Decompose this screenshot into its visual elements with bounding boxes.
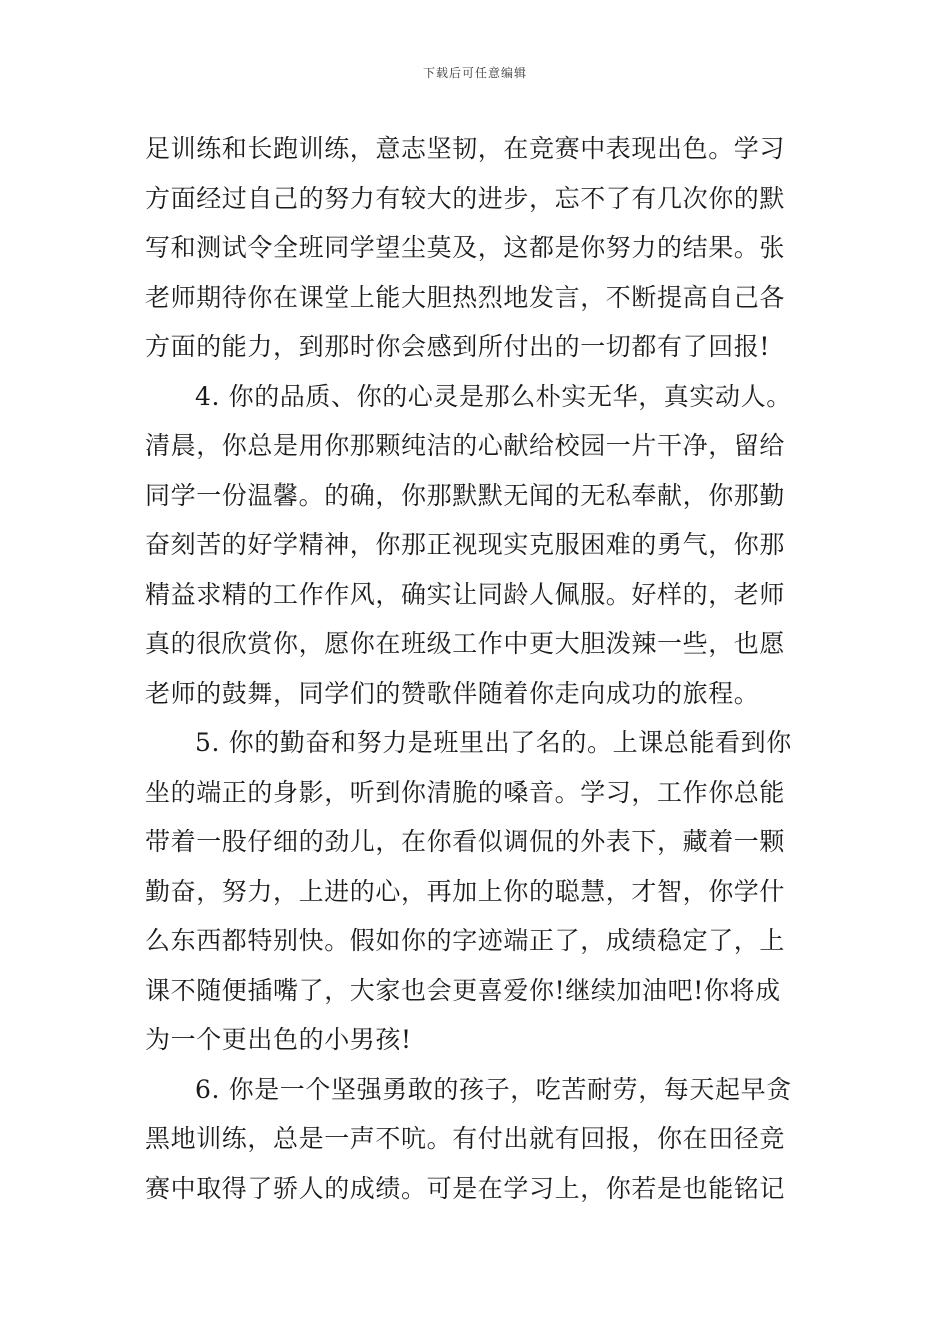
text-line: 同学一份温馨。的确，你那默默无闻的无私奉献，你那勤 [145,480,786,510]
text-line: 坐的端正的身影，听到你清脆的嗓音。学习，工作你总能 [145,777,786,807]
text-line: 老师期待你在课堂上能大胆热烈地发言，不断提高自己各 [145,282,786,312]
paragraph-start-4: 4. 你的品质、你的心灵是那么朴实无华，真实动人。 [195,381,792,411]
text-line: 写和测试令全班同学望尘莫及，这都是你努力的结果。张 [145,233,786,262]
text-line: 老师的鼓舞，同学们的赞歌伴随着你走向成功的旅程。 [145,678,760,708]
text-line: 真的很欣赏你，愿你在班级工作中更大胆泼辣一些，也愿 [145,629,786,658]
text-line: 课不随便插嘴了，大家也会更喜爱你!继续加油吧!你将成 [145,975,781,1005]
text-line: 么东西都特别快。假如你的字迹端正了，成绩稳定了，上 [145,926,786,955]
text-line: 足训练和长跑训练，意志坚韧，在竞赛中表现出色。学习 [145,134,786,163]
text-line: 勤奋，努力，上进的心，再加上你的聪慧，才智，你学什 [145,876,786,906]
text-line: 为一个更出色的小男孩! [145,1025,412,1054]
text-line: 奋刻苦的好学精神，你那正视现实克服困难的勇气，你那 [145,530,786,559]
paragraph-start-5: 5. 你的勤奋和努力是班里出了名的。上课总能看到你 [195,728,792,757]
text-line: 赛中取得了骄人的成绩。可是在学习上，你若是也能铭记 [145,1173,786,1203]
paragraph-start-6: 6. 你是一个坚强勇敢的孩子，吃苦耐劳，每天起早贪 [195,1074,792,1104]
document-body [145,124,807,1213]
text-line: 方面经过自己的努力有较大的进步，忘不了有几次你的默 [145,183,786,213]
page-header: 下载后可任意编辑 [422,66,527,80]
text-line: 带着一股仔细的劲儿，在你看似调侃的外表下，藏着一颗 [145,827,786,856]
text-line: 清晨，你总是用你那颗纯洁的心献给校园一片干净，留给 [145,431,786,460]
text-line: 黑地训练，总是一声不吭。有付出就有回报，你在田径竞 [145,1124,786,1153]
text-line: 精益求精的工作作风，确实让同龄人佩服。好样的，老师 [145,579,786,609]
text-line: 方面的能力，到那时你会感到所付出的一切都有了回报! [145,332,771,361]
